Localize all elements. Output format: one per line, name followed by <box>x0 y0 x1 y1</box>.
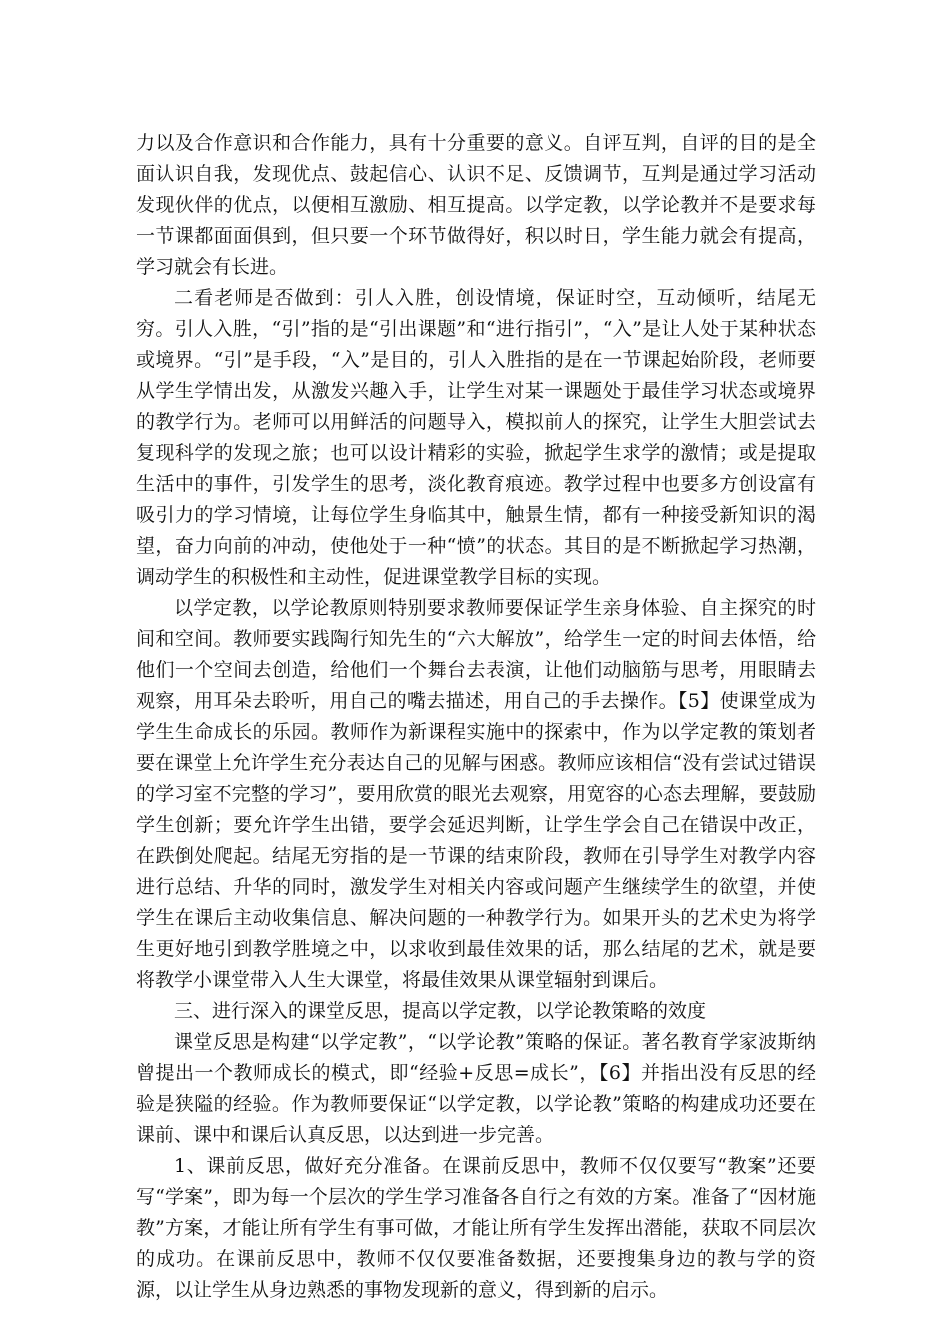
document-page <box>136 128 816 1306</box>
paragraph-continuation: 力以及合作意识和合作能力，具有十分重要的意义。自评互判，自评的目的是全面认识自我，发现优点、鼓起信心、认识不足、反馈调节，互判是通过学习活动发现伙伴的优点，以便相互激励、相互提高。以学定教，以学论教并不是要求每一节课都面面俱到，但只要一个环节做得好，积以时日，学生能力就会有提高，学习就会有长进。 <box>136 132 816 278</box>
paragraph-pre-class-reflection: 1、课前反思，做好充分准备。在课前反思中，教师不仅仅要写“教案”还要写“学案”，即为每一个层次的学生学习准备各自行之有效的方案。准备了“因材施教”方案，才能让所有学生有事可做，才能让所有学生发挥出潜能，获取不同层次的成功。在课前反思中，教师不仅仅要准备数据，还要搜集身边的教与学的资源，以让学生从身边熟悉的事物发现新的意义，得到新的启示。 <box>136 1155 816 1301</box>
paragraph-reflection-intro: 课堂反思是构建“以学定教”，“以学论教”策略的保证。著名教育学家波斯纳曾提出一个教师成长的模式，即“经验+反思=成长”，【6】并指出没有反思的经验是狭隘的经验。作为教师要保证“以学定教，以学论教”策略的构建成功还要在课前、课中和课后认真反思，以达到进一步完善。 <box>136 1031 816 1146</box>
paragraph-time-space: 以学定教，以学论教原则特别要求教师要保证学生亲身体验、自主探究的时间和空间。教师要实践陶行知先生的“六大解放”，给学生一定的时间去体悟，给他们一个空间去创造，给他们一个舞台去表演，让他们动脑筋与思考，用眼睛去观察，用耳朵去聆听，用自己的嘴去描述，用自己的手去操作。【5】使课堂成为学生生命成长的乐园。教师作为新课程实施中的探索中，作为以学定教的策划者要在课堂上允许学生充分表达自己的见解与困惑。教师应该相信“没有尝试过错误的学习室不完整的学习”，要用欣赏的眼光去观察，用宽容的心态去理解，要鼓励学生创新；要允许学生出错，要学会延迟判断，让学生学会自己在错误中改正，在跌倒处爬起。结尾无穷指的是一节课的结束阶段，教师在引导学生对教学内容进行总结、升华的同时，激发学生对相关内容或问题产生继续学生的欲望，并使学生在课后主动收集信息、解决问题的一种教学行为。如果开头的艺术史为将学生更好地引到教学胜境之中，以求收到最佳效果的话，那么结尾的艺术，就是要将教学小课堂带入人生大课堂，将最佳效果从课堂辐射到课后。 <box>136 597 816 991</box>
paragraph-teacher-criteria: 二看老师是否做到：引人入胜，创设情境，保证时空，互动倾听，结尾无穷。引人入胜，“引”指的是“引出课题”和“进行指引”，“入”是让人处于某种状态或境界。“引”是手段，“入”是目的，引人入胜指的是在一节课起始阶段，老师要从学生学情出发，从激发兴趣入手，让学生对某一课题处于最佳学习状态或境界的教学行为。老师可以用鲜活的问题导入，模拟前人的探究，让学生大胆尝试去复现科学的发现之旅；也可以设计精彩的实验，掀起学生求学的激情；或是提取生活中的事件，引发学生的思考，淡化教育痕迹。教学过程中也要多方创设富有吸引力的学习情境，让每位学生身临其中，触景生情，都有一种接受新知识的渴望，奋力向前的冲动，使他处于一种“愤”的状态。其目的是不断掀起学习热潮，调动学生的积极性和主动性，促进课堂教学目标的实现。 <box>136 287 816 588</box>
section-heading-reflection: 三、进行深入的课堂反思，提高以学定教，以学论教策略的效度 <box>174 1000 707 1022</box>
